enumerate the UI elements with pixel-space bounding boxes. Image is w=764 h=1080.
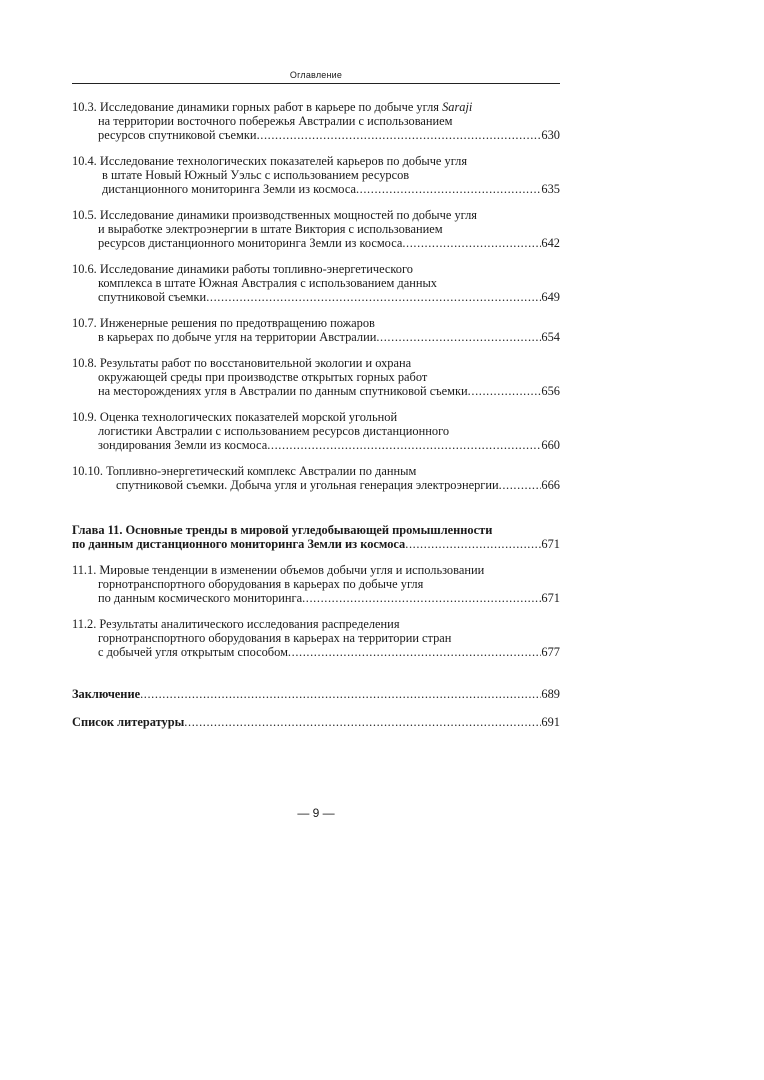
toc-entry-line: Глава 11. Основные тренды в мировой угледобывающей промышленности	[72, 523, 493, 537]
toc-entry-10-9[interactable]	[72, 410, 560, 452]
toc-entry-line: окружающей среды при производстве открытых горных работ	[98, 370, 428, 384]
dot-leader	[402, 236, 541, 250]
toc-entry-line: 10.4. Исследование технологических показателей карьеров по добыче угля	[72, 154, 468, 168]
toc-entry-italic: Saraji	[442, 100, 473, 114]
toc-entry-line: 10.9. Оценка технологических показателей морской угольной	[72, 410, 398, 424]
toc-entry-line: горнотранспортного оборудования в карьерах на территории стран	[98, 631, 452, 645]
dot-leader	[267, 438, 541, 452]
toc-entry-text: с добычей угля открытым способом	[98, 645, 288, 659]
toc-entry-line: 10.8. Результаты работ по восстановительной экологии и охрана	[72, 356, 412, 370]
dot-leader	[356, 182, 541, 196]
toc-page-number: 671	[541, 591, 560, 605]
toc-page-number: 677	[541, 645, 560, 659]
toc-entry-text: ресурсов дистанционного мониторинга Земли из космоса	[98, 236, 403, 250]
toc-entry-10-3[interactable]	[72, 100, 560, 142]
dot-leader	[206, 290, 541, 304]
running-head: Оглавление	[289, 70, 343, 80]
toc-entry-text: Список литературы	[72, 715, 185, 729]
toc-references[interactable]	[72, 715, 560, 729]
toc-entry-text: по данным дистанционного мониторинга Земли из космоса	[72, 537, 406, 551]
toc-entry-text: в карьерах по добыче угля на территории Австралии	[98, 330, 377, 344]
toc-conclusion[interactable]	[72, 687, 560, 701]
toc-page-number: 630	[541, 128, 560, 142]
toc-entry-10-6[interactable]	[72, 262, 560, 304]
toc-entry-line: горнотранспортного оборудования в карьерах по добыче угля	[98, 577, 424, 591]
toc-entry-11-2[interactable]	[72, 617, 560, 659]
toc-entry-10-7[interactable]	[72, 316, 560, 344]
toc-entry-last-line	[72, 645, 560, 659]
dot-leader	[376, 330, 541, 344]
toc-entry-line: 10.6. Исследование динамики работы топливно-энергетического	[72, 262, 413, 276]
toc-entry-last-line	[72, 236, 560, 250]
toc-entry-line: 10.7. Инженерные решения по предотвращению пожаров	[72, 316, 375, 330]
toc-entry-line	[72, 100, 560, 114]
toc-page-number: 656	[541, 384, 560, 398]
toc-entry-line: и выработке электроэнергии в штате Виктория с использованием	[98, 222, 443, 236]
toc-page-number: 649	[541, 290, 560, 304]
toc-entry-line: 11.2. Результаты аналитического исследования распределения	[72, 617, 400, 631]
toc-entry-text: зондирования Земли из космоса	[98, 438, 268, 452]
toc-entry-last-line	[72, 384, 560, 398]
toc-entry-text: дистанционного мониторинга Земли из космоса	[102, 182, 356, 196]
toc-entry-line: 10.5. Исследование динамики производственных мощностей по добыче угля	[72, 208, 477, 222]
toc-entry-text: спутниковой съемки. Добыча угля и угольная генерация электроэнергии	[116, 478, 499, 492]
toc-entry-line: 11.1. Мировые тенденции в изменении объемов добычи угля и использовании	[72, 563, 485, 577]
toc-entry-line: в штате Новый Южный Уэльс с использованием ресурсов	[102, 168, 410, 182]
toc-entry-last-line	[72, 715, 560, 729]
toc-entry-line: комплекса в штате Южная Австралия с использованием данных	[98, 276, 438, 290]
toc-entry-last-line	[72, 438, 560, 452]
toc-entry-last-line	[72, 687, 560, 701]
toc-entry-last-line	[72, 330, 560, 344]
toc-entry-line: логистики Австралии с использованием ресурсов дистанционного	[98, 424, 450, 438]
toc-entry-text: спутниковой съемки	[98, 290, 207, 304]
toc-entry-text: по данным космического мониторинга	[98, 591, 303, 605]
toc-entry-last-line	[72, 182, 560, 196]
toc-entry-10-5[interactable]	[72, 208, 560, 250]
toc-page-number: 642	[541, 236, 560, 250]
toc-entry-10-4[interactable]	[72, 154, 560, 196]
toc-entry-last-line	[72, 128, 560, 142]
toc-chapter-11[interactable]	[72, 523, 560, 551]
dot-leader	[257, 128, 542, 142]
toc-entry-last-line	[72, 537, 560, 551]
toc-entry-line: на территории восточного побережья Австралии с использованием	[98, 114, 453, 128]
dot-leader	[184, 715, 541, 729]
toc-entry-last-line	[72, 290, 560, 304]
header-rule	[72, 83, 560, 84]
toc-entry-text: на месторождениях угля в Австралии по данным спутниковой съемки	[98, 384, 468, 398]
dot-leader	[140, 687, 541, 701]
dot-leader	[468, 384, 542, 398]
toc-page-number: 660	[541, 438, 560, 452]
dot-leader	[302, 591, 541, 605]
toc-page-number: 691	[541, 715, 560, 729]
toc-page-number: 654	[541, 330, 560, 344]
toc-page-number: 635	[541, 182, 560, 196]
toc-entry-last-line	[72, 591, 560, 605]
dot-leader	[405, 537, 541, 551]
toc-entry-last-line	[72, 478, 560, 492]
toc-entry-text: ресурсов спутниковой съемки	[98, 128, 257, 142]
page-number: — 9 —	[297, 806, 335, 820]
table-of-contents	[72, 100, 560, 729]
toc-entry-10-8[interactable]	[72, 356, 560, 398]
toc-entry-text: 10.3. Исследование динамики горных работ в карьере по добыче угля	[72, 100, 443, 114]
toc-page-number: 666	[541, 478, 560, 492]
dot-leader	[499, 478, 542, 492]
toc-page-number: 689	[541, 687, 560, 701]
toc-entry-10-10[interactable]	[72, 464, 560, 492]
toc-entry-line: 10.10. Топливно-энергетический комплекс Австралии по данным	[72, 464, 417, 478]
toc-page-number: 671	[541, 537, 560, 551]
toc-entry-text: Заключение	[72, 687, 141, 701]
dot-leader	[288, 645, 541, 659]
toc-entry-11-1[interactable]	[72, 563, 560, 605]
